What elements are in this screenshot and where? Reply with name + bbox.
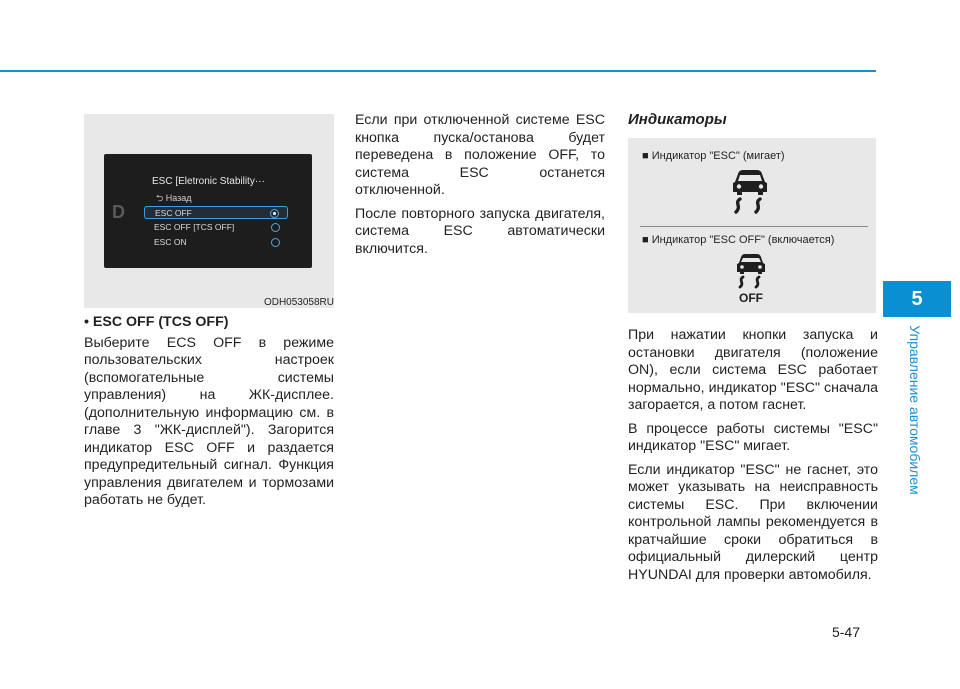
- lcd-option-esc-on: [144, 236, 288, 249]
- lcd-back-item: ⮌ Назад: [156, 193, 192, 203]
- indicator-separator: [640, 226, 868, 227]
- lcd-option-label: ESC ON: [154, 237, 187, 247]
- header-rule: [0, 70, 876, 72]
- esc-off-icon-text: OFF: [739, 291, 763, 305]
- column-2: [355, 112, 605, 264]
- lcd-option-esc-off: [144, 206, 288, 219]
- esc-skid-car-icon: [728, 168, 772, 216]
- lcd-figure: [84, 114, 334, 308]
- paragraph: После повторного запуска двигателя, система ESC автоматически включится.: [355, 205, 605, 257]
- indicators-heading: Индикаторы: [628, 111, 727, 128]
- chapter-title-tab: [891, 325, 939, 495]
- lcd-menu-title: ESC [Eletronic Stability···: [152, 176, 265, 187]
- figure-caption: ODH053058RU: [263, 297, 334, 308]
- esc-off-indicator-label: ■ Индикатор "ESC OFF" (включается): [642, 234, 835, 246]
- lcd-option-esc-off-tcs-off: [144, 221, 288, 234]
- radio-empty-icon: [271, 238, 280, 247]
- paragraph: При нажатии кнопки запуска и остановки двигателя (положение ON), если система ESC работает нормально, индикатор "ESC" сначала загорается, а потом гаснет.: [628, 327, 878, 413]
- gear-indicator: D: [112, 202, 125, 222]
- esc-off-skid-car-icon: [730, 252, 774, 308]
- radio-empty-icon: [271, 223, 280, 232]
- page-number: 5-47: [831, 624, 860, 640]
- column-1: [84, 314, 334, 516]
- chapter-title: Управление автомобилем: [907, 325, 923, 495]
- esc-off-heading: • ESC OFF (TCS OFF): [84, 314, 229, 330]
- paragraph: В процессе работы системы "ESC" индикатор "ESC" мигает.: [628, 420, 878, 454]
- indicators-box: [628, 138, 876, 313]
- lcd-option-label: ESC OFF: [155, 208, 192, 218]
- chapter-number-tab: [883, 281, 951, 317]
- column-3: [628, 327, 878, 590]
- lcd-screen: [104, 154, 312, 268]
- lcd-option-label: ESC OFF [TCS OFF]: [154, 222, 235, 232]
- paragraph: Если индикатор "ESC" не гаснет, это может указывать на неисправность системы ESC. При включении контрольной лампы рекомендуется в кратчайшие сроки обратиться в официальный дилерский центр HYUNDAI для проверки автомобиля.: [628, 461, 878, 583]
- paragraph: Если при отключенной системе ESC кнопка пуска/останова будет переведена в положение OFF, то система ESC останется отключенной.: [355, 112, 605, 198]
- esc-indicator-label: ■ Индикатор "ESC" (мигает): [642, 150, 785, 162]
- esc-off-paragraph: Выберите ECS OFF в режиме пользовательских настроек (вспомогательные системы управления) на ЖК-дисплее. (дополнительную информацию см. в главе 3 "ЖК-дисплей"). Загорится индикатор ESC OFF и раздается предупредительный сигнал. Функция управления двигателем и тормозами работать не будет.: [84, 334, 334, 508]
- chapter-number: 5: [911, 287, 923, 310]
- radio-selected-icon: [270, 209, 279, 218]
